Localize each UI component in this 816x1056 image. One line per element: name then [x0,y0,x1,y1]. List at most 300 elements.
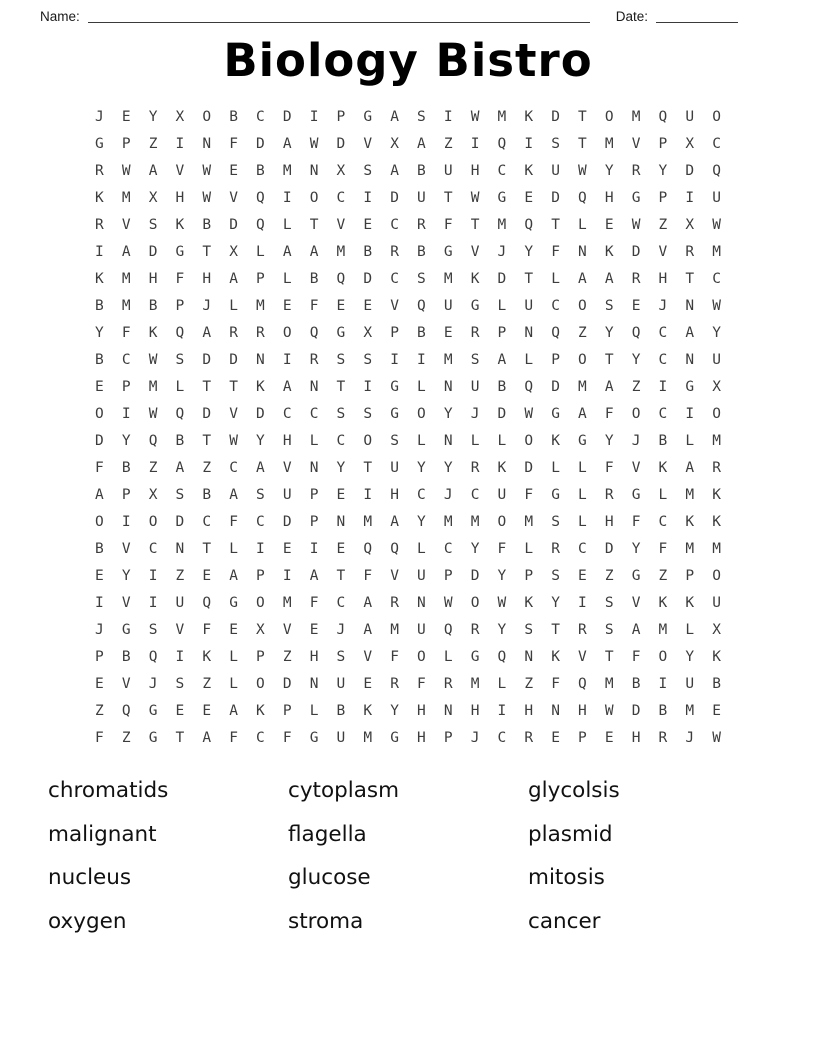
grid-letter: C [390,271,399,288]
grid-letter: A [282,379,292,396]
grid-letter: E [282,541,292,558]
grid-letter: C [658,352,668,369]
grid-letter: U [470,379,480,396]
grid-letter: L [685,622,695,639]
grid-letter: U [497,487,507,504]
header [0,0,816,25]
grid-letter: D [551,190,560,207]
grid-letter: S [390,433,399,450]
grid-letter: M [443,271,453,288]
word-item: mitosis [528,865,605,891]
grid-letter: G [175,244,185,261]
grid-letter: R [631,271,641,288]
grid-letter: R [390,244,399,261]
grid-letter: K [95,271,104,288]
grid-letter: T [551,217,560,234]
grid-letter: I [309,109,319,126]
grid-letter: W [497,595,507,612]
grid-letter: L [658,487,668,504]
grid-letter: O [578,298,587,315]
grid-letter: M [497,217,507,234]
grid-letter: E [604,730,614,747]
grid-letter: P [685,568,695,585]
grid-letter: B [95,298,104,315]
grid-letter: B [202,487,212,504]
grid-letter: K [551,649,560,666]
grid-letter: P [256,271,265,288]
grid-letter: G [309,730,319,747]
grid-letter: Z [631,379,641,396]
grid-letter: D [604,541,614,558]
grid-letter: N [175,541,185,558]
grid-letter: A [604,379,614,396]
grid-letter: D [95,433,104,450]
grid-letter: E [604,217,614,234]
word-item: malignant [48,821,157,847]
grid-letter: Q [390,541,399,558]
grid-letter: R [712,460,721,477]
grid-letter: R [256,325,265,342]
grid-letter: B [631,676,641,693]
grid-letter: L [256,244,265,261]
grid-letter: M [336,244,346,261]
grid-letter: I [148,568,158,585]
grid-letter: M [121,190,131,207]
grid-letter: L [524,352,534,369]
grid-letter: B [95,352,104,369]
grid-letter: D [363,271,373,288]
grid-letter: B [121,460,131,477]
date-blank-line [656,10,738,23]
grid-letter: V [631,595,641,612]
grid-letter: K [95,190,104,207]
grid-letter: F [551,676,560,693]
grid-letter: X [336,163,346,180]
grid-letter: A [417,136,426,153]
grid-letter: X [148,190,158,207]
grid-letter: Q [309,325,319,342]
grid-letter: E [202,703,212,720]
grid-letter: K [524,109,534,126]
grid-letter: K [497,460,507,477]
grid-letter: E [578,568,587,585]
grid-letter: M [470,676,480,693]
grid-letter: Q [148,649,158,666]
grid-letter: T [604,352,614,369]
grid-letter: M [604,676,614,693]
grid-letter: O [658,649,668,666]
grid-letter: E [229,622,238,639]
grid-letter: Q [524,217,534,234]
grid-letter: W [604,703,614,720]
grid-letter: D [631,703,641,720]
grid-letter: J [470,406,480,423]
grid-letter: A [282,244,292,261]
word-item: nucleus [48,865,132,891]
grid-letter: V [175,163,185,180]
grid-letter: N [685,352,695,369]
grid-letter: B [417,244,426,261]
grid-letter: A [121,244,131,261]
grid-letter: G [470,649,480,666]
grid-letter: M [282,163,292,180]
grid-letter: B [363,244,373,261]
grid-letter: A [363,595,373,612]
grid-letter: S [363,163,373,180]
grid-letter: I [282,190,292,207]
grid-letter: U [443,298,453,315]
grid-letter: Z [175,568,185,585]
grid-letter: O [470,595,480,612]
grid-letter: G [390,406,399,423]
grid-letter: P [95,649,104,666]
grid-letter: R [578,622,587,639]
grid-letter: P [658,190,668,207]
grid-letter: I [256,541,265,558]
grid-letter: O [256,595,265,612]
grid-letter: S [604,622,614,639]
grid-letter: Z [202,460,212,477]
grid-letter: D [282,514,292,531]
grid-letter: P [309,487,319,504]
grid-letter: D [256,136,265,153]
grid-letter: X [685,136,695,153]
grid-letter: F [604,460,614,477]
grid-letter: F [417,676,426,693]
grid-letter: G [121,622,131,639]
grid-letter: V [390,298,399,315]
grid-letter: Z [282,649,292,666]
grid-letter: Z [658,217,668,234]
grid-letter: H [604,514,614,531]
grid-letter: M [604,136,614,153]
grid-letter: D [282,109,292,126]
grid-letter: L [309,703,319,720]
grid-letter: T [309,217,319,234]
grid-letter: F [443,217,453,234]
grid-letter: H [470,163,480,180]
grid-letter: U [336,676,346,693]
grid-letter: E [175,703,185,720]
grid-letter: O [202,109,212,126]
grid-letter: B [148,298,158,315]
grid-letter: F [390,649,399,666]
grid-letter: V [229,190,238,207]
grid-letter: W [631,217,641,234]
grid-letter: R [229,325,238,342]
grid-letter: B [658,703,668,720]
grid-letter: L [443,649,453,666]
grid-letter: Q [363,541,373,558]
grid-letter: E [229,163,238,180]
grid-letter: C [336,595,346,612]
grid-letter: F [309,595,319,612]
grid-letter: M [256,298,265,315]
grid-letter: T [229,379,238,396]
grid-letter: P [551,352,560,369]
grid-letter: D [229,217,238,234]
grid-letter: A [229,487,238,504]
grid-letter: F [121,325,131,342]
word-item: oxygen [48,909,127,935]
grid-letter: L [229,676,238,693]
grid-letter: N [417,595,426,612]
grid-letter: G [443,244,453,261]
grid-letter: F [282,730,292,747]
grid-letter: I [363,487,373,504]
grid-letter: R [470,325,480,342]
grid-letter: E [363,217,373,234]
grid-letter: E [282,298,292,315]
grid-letter: R [470,622,480,639]
grid-letter: K [712,649,721,666]
grid-letter: C [282,406,292,423]
grid-letter: H [282,433,292,450]
grid-letter: S [551,136,560,153]
grid-letter: U [712,595,721,612]
grid-letter: H [309,649,319,666]
grid-letter: H [417,703,426,720]
grid-letter: L [551,271,560,288]
grid-letter: L [229,541,238,558]
grid-letter: E [363,298,373,315]
grid-letter: S [551,514,560,531]
grid-letter: M [390,622,399,639]
grid-letter: V [390,568,399,585]
grid-letter: I [148,595,158,612]
grid-letter: C [229,460,238,477]
grid-letter: L [417,541,426,558]
grid-letter: L [417,433,426,450]
grid-letter: S [470,352,480,369]
grid-letter: K [524,595,534,612]
grid-letter: S [551,568,560,585]
grid-letter: Y [470,541,480,558]
grid-letter: O [631,406,641,423]
word-item: cancer [528,909,601,935]
grid-letter: L [309,433,319,450]
grid-letter: C [148,541,158,558]
grid-letter: I [282,568,292,585]
grid-letter: T [202,541,212,558]
grid-letter: Q [175,406,185,423]
grid-letter: M [685,487,695,504]
grid-letter: A [578,406,587,423]
grid-letter: F [497,541,507,558]
grid-letter: M [443,352,453,369]
grid-letter: Q [256,217,265,234]
grid-letter: P [443,730,453,747]
grid-letter: S [256,487,265,504]
grid-letter: B [497,379,507,396]
grid-letter: C [121,352,131,369]
grid-letter: P [256,568,265,585]
grid-letter: T [578,109,587,126]
grid-letter: F [658,541,668,558]
grid-letter: I [685,190,695,207]
grid-letter: C [497,163,507,180]
grid-letter: P [309,514,319,531]
grid-letter: Q [417,298,426,315]
grid-letter: V [631,136,641,153]
grid-letter: V [282,622,292,639]
grid-letter: L [551,460,560,477]
grid-letter: E [121,109,131,126]
grid-letter: N [685,298,695,315]
grid-letter: R [524,730,534,747]
grid-letter: R [417,217,426,234]
grid-letter: M [443,514,453,531]
grid-letter: M [685,703,695,720]
grid-letter: S [148,622,158,639]
grid-letter: A [390,109,399,126]
word-item: stroma [288,909,364,935]
grid-letter: I [121,514,131,531]
grid-letter: S [336,352,346,369]
grid-letter: N [309,460,319,477]
grid-letter: X [712,379,721,396]
grid-letter: U [443,163,453,180]
grid-letter: B [202,217,212,234]
grid-letter: Y [121,568,131,585]
grid-letter: W [443,595,453,612]
grid-letter: O [524,433,534,450]
grid-letter: Y [497,622,507,639]
grid-letter: O [578,352,587,369]
grid-letter: K [256,703,265,720]
grid-letter: L [175,379,185,396]
grid-letter: C [309,406,319,423]
grid-letter: Z [524,676,534,693]
grid-letter: K [551,433,560,450]
grid-letter: D [497,406,507,423]
grid-letter: K [712,487,721,504]
grid-letter: Q [631,325,641,342]
grid-letter: I [658,379,668,396]
grid-letter: R [95,163,104,180]
grid-letter: A [604,271,614,288]
grid-letter: F [202,622,212,639]
grid-letter: G [148,703,158,720]
grid-letter: Y [390,703,399,720]
grid-letter: Q [524,379,534,396]
grid-letter: Y [685,649,695,666]
grid-letter: V [470,244,480,261]
grid-letter: K [256,379,265,396]
grid-letter: Z [202,676,212,693]
grid-letter: X [390,136,399,153]
grid-letter: G [631,487,641,504]
grid-letter: E [95,676,104,693]
grid-letter: G [551,406,560,423]
grid-letter: U [417,622,426,639]
grid-letter: G [470,298,480,315]
grid-letter: D [524,460,534,477]
grid-letter: Z [95,703,104,720]
grid-letter: I [309,541,319,558]
grid-letter: Y [658,163,668,180]
grid-letter: S [604,595,614,612]
grid-letter: M [148,379,158,396]
grid-letter: I [524,136,534,153]
grid-letter: F [229,730,238,747]
grid-letter: C [256,730,265,747]
grid-letter: Y [95,325,104,342]
grid-letter: C [578,541,587,558]
grid-letter: I [390,352,399,369]
grid-letter: M [470,514,480,531]
grid-letter: P [121,487,131,504]
grid-letter: O [282,325,292,342]
grid-letter: A [202,730,212,747]
grid-letter: U [417,190,426,207]
grid-letter: G [390,379,399,396]
grid-letter: L [497,433,507,450]
grid-letter: P [443,568,453,585]
grid-letter: J [497,244,507,261]
grid-letter: E [631,298,641,315]
grid-letter: L [470,433,480,450]
grid-letter: T [336,568,346,585]
grid-letter: P [658,136,668,153]
grid-letter: K [658,460,668,477]
grid-letter: Z [658,568,668,585]
grid-letter: X [363,325,373,342]
grid-letter: R [658,730,668,747]
grid-letter: Z [121,730,131,747]
grid-letter: I [417,352,426,369]
grid-letter: L [524,541,534,558]
grid-letter: I [578,595,587,612]
grid-letter: Y [631,541,641,558]
grid-letter: Q [121,703,131,720]
grid-letter: S [336,406,346,423]
grid-letter: X [712,622,721,639]
grid-letter: Q [256,190,265,207]
grid-letter: O [95,406,104,423]
grid-letter: F [551,244,560,261]
grid-letter: E [95,568,104,585]
grid-letter: M [497,109,507,126]
grid-letter: V [658,244,668,261]
grid-letter: S [175,676,185,693]
grid-letter: I [470,136,480,153]
grid-letter: C [551,298,560,315]
grid-letter: Q [497,649,507,666]
grid-letter: V [363,136,373,153]
grid-letter: L [229,298,238,315]
grid-letter: B [417,163,426,180]
word-list [48,778,768,935]
grid-letter: A [685,460,695,477]
grid-letter: Y [148,109,158,126]
grid-letter: H [578,703,587,720]
grid-letter: C [658,325,668,342]
grid-letter: M [121,271,131,288]
grid-letter: L [497,298,507,315]
grid-letter: E [309,622,319,639]
grid-letter: V [631,460,641,477]
grid-letter: K [658,595,668,612]
grid-letter: W [202,190,212,207]
grid-letter: Q [551,325,560,342]
grid-letter: V [363,649,373,666]
grid-letter: B [229,109,238,126]
grid-letter: N [443,703,453,720]
grid-letter: O [417,406,426,423]
grid-letter: Q [497,136,507,153]
grid-letter: F [524,487,534,504]
